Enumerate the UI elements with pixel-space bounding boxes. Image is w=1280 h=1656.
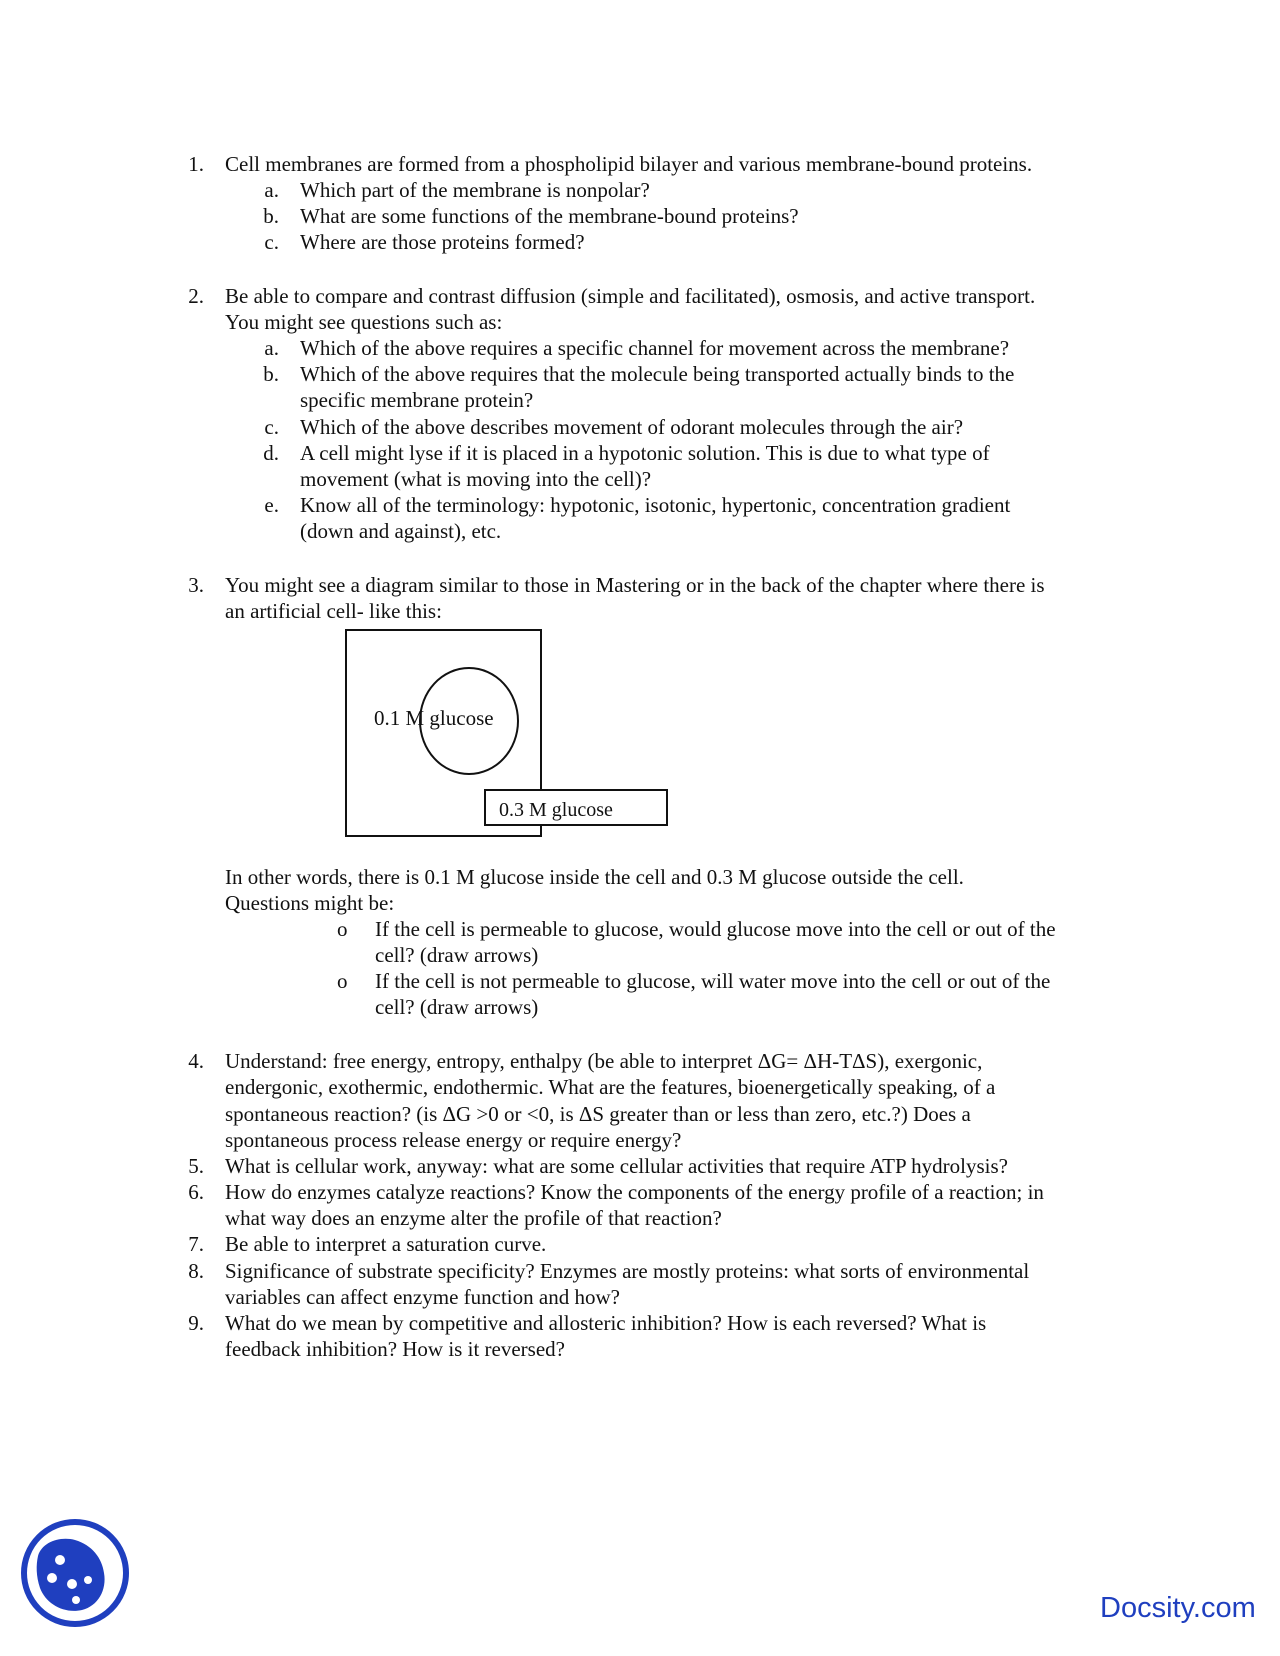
q2-text-line2: You might see questions such as: [225,310,503,334]
q2a-letter: a. [264,336,279,360]
q2d-text-line2: movement (what is moving into the cell)? [300,467,652,491]
q5-number: 5. [188,1154,204,1178]
q3-text-line1: You might see a diagram similar to those in Mastering or in the back of the chapter where there is [225,573,1045,597]
q9-text-line2: feedback inhibition? How is it reversed? [225,1337,565,1361]
q2b-text-line1: Which of the above requires that the molecule being transported actually binds to the [300,362,1015,386]
q2e-text-line1: Know all of the terminology: hypotonic, isotonic, hypertonic, concentration gradient [300,493,1011,517]
q1c-text: Where are those proteins formed? [300,230,585,254]
q2a-text: Which of the above requires a specific channel for movement across the membrane? [300,336,1010,360]
q2b-text-line2: specific membrane protein? [300,388,534,412]
bullet-2-line1: If the cell is not permeable to glucose, will water move into the cell or out of the [375,969,1051,993]
q4-number: 4. [188,1049,204,1073]
q9-text-line1: What do we mean by competitive and allosteric inhibition? How is each reversed? What is [225,1311,987,1335]
q2c-letter: c. [264,415,279,439]
q3-number: 3. [188,573,204,597]
bullet-1-line1: If the cell is permeable to glucose, would glucose move into the cell or out of the [375,917,1056,941]
bullet-marker-2: o [337,969,348,993]
q2c-text: Which of the above describes movement of odorant molecules through the air? [300,415,964,439]
q1b-letter: b. [263,204,279,228]
q8-text-line2: variables can affect enzyme function and how? [225,1285,620,1309]
q4-text-line1: Understand: free energy, entropy, enthalpy (be able to interpret ΔG= ΔH-TΔS), exergonic, [225,1049,983,1073]
q3-text-line2: an artificial cell- like this: [225,599,442,623]
q1-number: 1. [188,152,204,176]
q7-number: 7. [188,1232,204,1256]
q2d-letter: d. [263,441,279,465]
docsity-brand-text[interactable]: Docsity.com [1100,1592,1256,1624]
q7-text: Be able to interpret a saturation curve. [225,1232,547,1256]
q2e-text-line2: (down and against), etc. [300,519,502,543]
q1-text: Cell membranes are formed from a phospholipid bilayer and various membrane-bound proteins. [225,152,1033,176]
q2b-letter: b. [263,362,279,386]
diagram-outside-label: 0.3 M glucose [499,799,613,821]
q1a-text: Which part of the membrane is nonpolar? [300,178,650,202]
bullet-1-line2: cell? (draw arrows) [375,943,539,967]
q8-number: 8. [188,1259,204,1283]
q2e-letter: e. [264,493,279,517]
q3-followup-line2: Questions might be: [225,891,395,915]
q2-text-line1: Be able to compare and contrast diffusion (simple and facilitated), osmosis, and active transport. [225,284,1036,308]
q9-number: 9. [188,1311,204,1335]
q1a-letter: a. [264,178,279,202]
q1c-letter: c. [264,230,279,254]
q5-text: What is cellular work, anyway: what are some cellular activities that require ATP hydrolysis? [225,1154,1008,1178]
q6-number: 6. [188,1180,204,1204]
diagram-inside-label: 0.1 M glucose [374,706,494,730]
bullet-marker-1: o [337,917,348,941]
q4-text-line4: spontaneous process release energy or require energy? [225,1128,682,1152]
diagram-outside-box [484,789,668,826]
q6-text-line1: How do enzymes catalyze reactions? Know the components of the energy profile of a reaction; in [225,1180,1044,1204]
q6-text-line2: what way does an enzyme alter the profile of that reaction? [225,1206,722,1230]
q8-text-line1: Significance of substrate specificity? Enzymes are mostly proteins: what sorts of environmental [225,1259,1030,1283]
q2-number: 2. [188,284,204,308]
bullet-2-line2: cell? (draw arrows) [375,995,539,1019]
q2d-text-line1: A cell might lyse if it is placed in a hypotonic solution. This is due to what type of [300,441,990,465]
q1b-text: What are some functions of the membrane-bound proteins? [300,204,799,228]
q4-text-line2: endergonic, exothermic, endothermic. What are the features, bioenergetically speaking, of a [225,1075,996,1099]
q3-followup-line1: In other words, there is 0.1 M glucose inside the cell and 0.3 M glucose outside the cell. [225,865,964,889]
q4-text-line3: spontaneous reaction? (is ΔG >0 or <0, is ΔS greater than or less than zero, etc.?) Does a [225,1102,971,1126]
docsity-logo-icon [20,1518,130,1628]
